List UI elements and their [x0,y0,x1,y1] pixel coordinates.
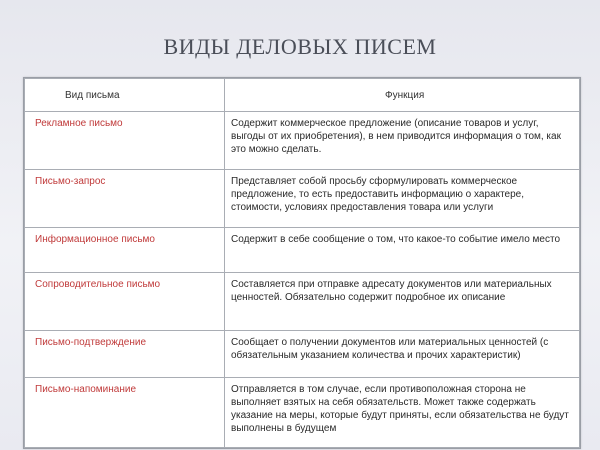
slide-title: ВИДЫ ДЕЛОВЫХ ПИСЕМ [163,34,437,59]
letter-function-cell: Составляется при отправке адресату документов или материальных ценностей. Обязательно содержит подробное их описание [225,273,580,331]
letter-type-cell: Рекламное письмо [25,112,225,170]
letter-type-cell: Сопроводительное письмо [25,273,225,331]
table-row [25,112,580,170]
table-row [25,273,580,331]
table [24,78,580,448]
letter-function-cell: Содержит коммерческое предложение (описание товаров и услуг, выгоды от их приобретения), в нем приводится информация о том, как это можно сделать. [225,112,580,170]
letter-function-cell: Сообщает о получении документов или материальных ценностей (с обязательным указанием количества и прочих характеристик) [225,331,580,378]
header-letter-type: Вид письма [25,79,225,112]
table-row [25,331,580,378]
table-row [25,378,580,448]
header-function: Функция [225,79,580,112]
letter-type-cell: Письмо-запрос [25,170,225,228]
table-row [25,228,580,273]
letter-type-cell: Информационное письмо [25,228,225,273]
letter-type-cell: Письмо-напоминание [25,378,225,448]
letter-function-cell: Содержит в себе сообщение о том, что какое-то событие имело место [225,228,580,273]
table-row [25,170,580,228]
letter-types-table [23,77,581,449]
letter-type-cell: Письмо-подтверждение [25,331,225,378]
letter-function-cell: Представляет собой просьбу сформулировать коммерческое предложение, то есть предоставить информацию о характере, стоимости, условиях предоставления товара или услуги [225,170,580,228]
table-header-row [25,79,580,112]
letter-function-cell: Отправляется в том случае, если противоположная сторона не выполняет взятых на себя обязательств. Может также содержать указание на меры, которые будут приняты, если обязательства не будут выполнены в будущем [225,378,580,448]
